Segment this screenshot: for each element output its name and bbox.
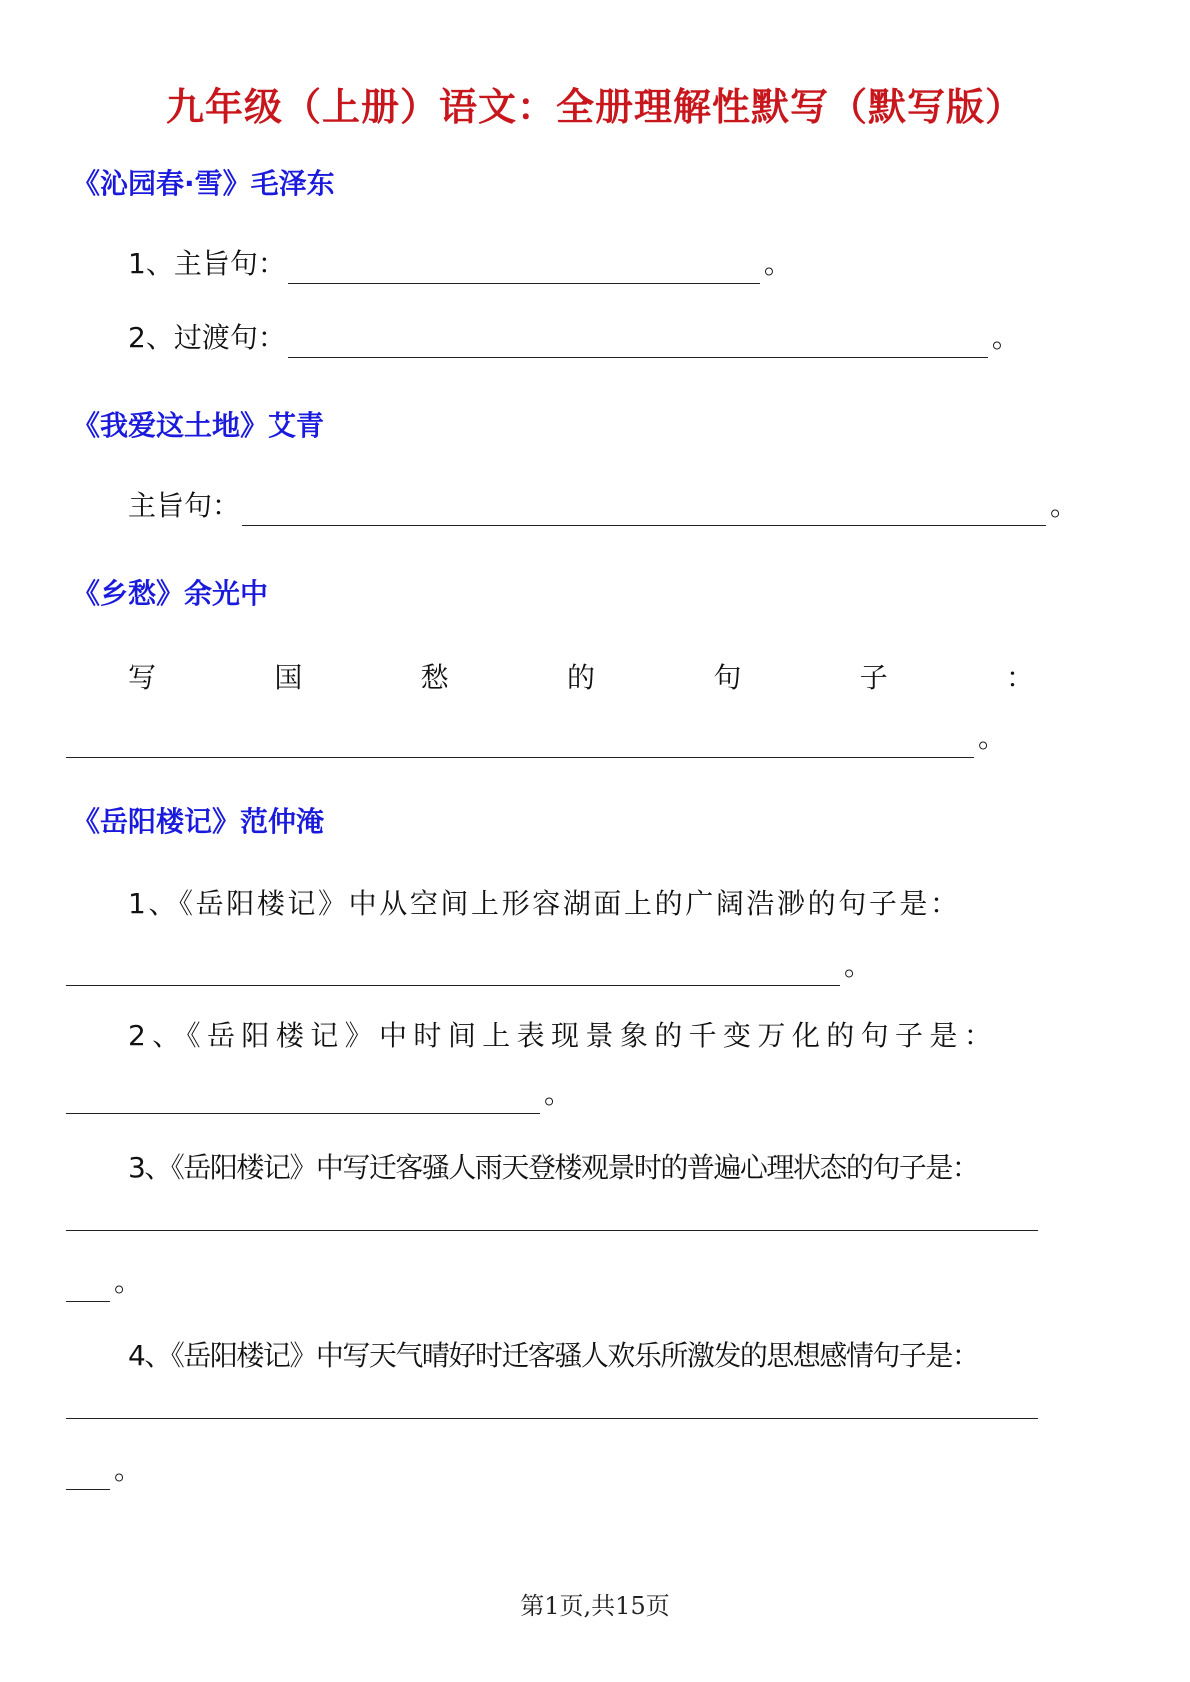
period-mark: 。 xyxy=(844,949,873,982)
question-4-2-answer xyxy=(66,1074,572,1114)
page-title: 九年级（上册）语文：全册理解性默写（默写版） xyxy=(165,85,1024,129)
label-char: ： xyxy=(1005,661,1034,694)
section-heading-woaizhetudi: 《我爱这土地》艾青 xyxy=(72,409,325,442)
period-mark: 。 xyxy=(763,247,792,280)
label-char: 写 xyxy=(128,661,157,694)
question-1-2 xyxy=(128,318,1020,358)
page-footer: 第1页,共15页 xyxy=(520,1592,670,1620)
answer-blank[interactable] xyxy=(66,1271,110,1302)
section-heading-xiangchou: 《乡愁》余光中 xyxy=(72,577,269,610)
question-4-3-label: 3、《岳阳楼记》中写迁客骚人雨天登楼观景时的普遍心理状态的句子是： xyxy=(128,1151,979,1184)
question-4-1-label: 1、《岳阳楼记》中从空间上形容湖面上的广阔浩渺的句子是： xyxy=(128,887,961,920)
label-char: 句 xyxy=(713,661,742,694)
question-4-4-label: 4、《岳阳楼记》中写天气晴好时迁客骚人欢乐所激发的思想感情句子是： xyxy=(128,1339,979,1372)
period-mark: 。 xyxy=(114,1453,143,1486)
answer-blank[interactable] xyxy=(288,253,760,284)
period-mark: 。 xyxy=(1050,489,1079,522)
answer-blank[interactable] xyxy=(288,327,988,358)
question-1-1 xyxy=(128,244,792,284)
question-4-4-answer xyxy=(66,1450,142,1490)
question-2-1 xyxy=(128,486,1078,526)
answer-blank[interactable] xyxy=(66,955,840,986)
answer-blank[interactable] xyxy=(242,495,1046,526)
question-label: 1、主旨句： xyxy=(128,247,286,280)
answer-blank[interactable] xyxy=(66,1388,1038,1419)
question-4-3-answer xyxy=(66,1262,142,1302)
label-char: 愁 xyxy=(420,661,449,694)
answer-blank[interactable] xyxy=(66,1200,1038,1231)
question-3-1-label xyxy=(128,656,1034,696)
answer-blank[interactable] xyxy=(66,1459,110,1490)
period-mark: 。 xyxy=(114,1265,143,1298)
question-label: 2、过渡句： xyxy=(128,321,286,354)
question-4-2-label: 2、《岳阳楼记》中时间上表现景象的千变万化的句子是： xyxy=(128,1019,999,1052)
question-3-1-answer xyxy=(66,718,1006,758)
period-mark: 。 xyxy=(544,1077,573,1110)
label-char: 国 xyxy=(274,661,303,694)
period-mark: 。 xyxy=(978,721,1007,754)
section-heading-yueyanglouji: 《岳阳楼记》范仲淹 xyxy=(72,805,325,838)
label-char: 子 xyxy=(859,661,888,694)
label-char: 的 xyxy=(566,661,595,694)
period-mark: 。 xyxy=(991,321,1020,354)
question-label: 主旨句： xyxy=(128,489,241,522)
question-4-1-answer xyxy=(66,946,872,986)
answer-blank[interactable] xyxy=(66,1083,540,1114)
answer-blank[interactable] xyxy=(66,727,974,758)
section-heading-qinyuanchun: 《沁园春·雪》毛泽东 xyxy=(72,167,335,200)
